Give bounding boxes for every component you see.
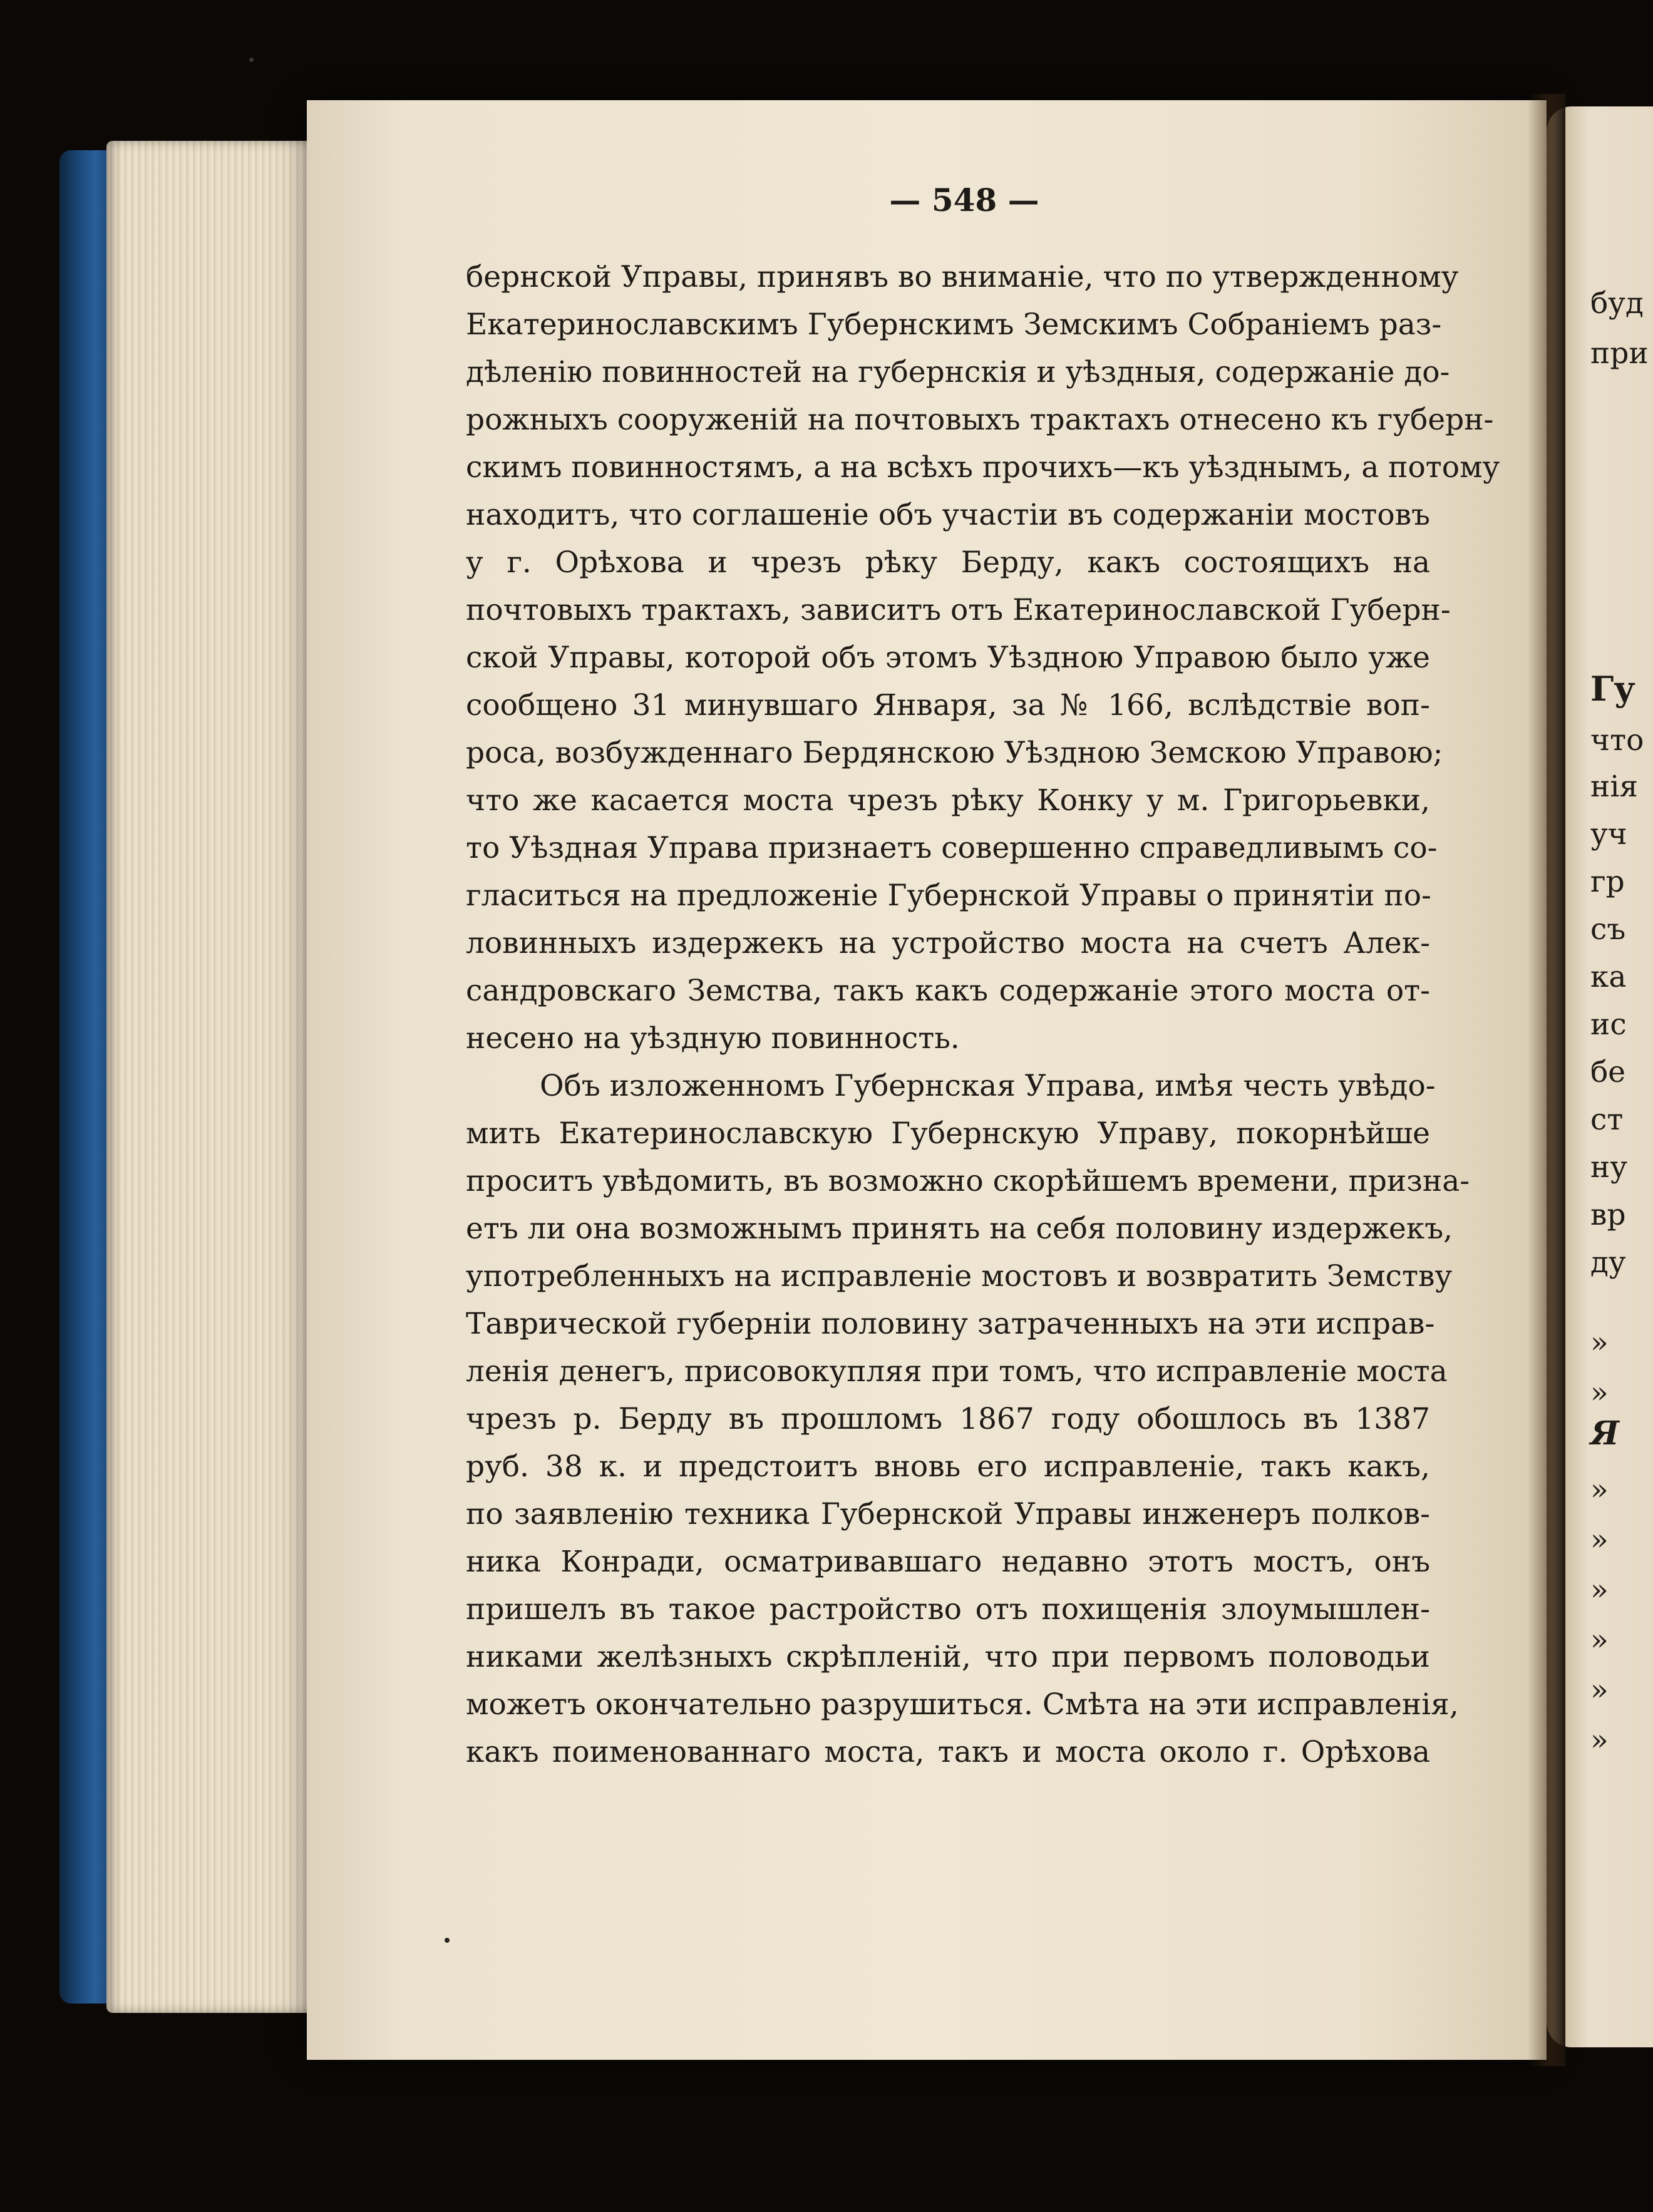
right-text-line: » bbox=[1590, 1723, 1609, 1757]
right-text-line: ду bbox=[1590, 1245, 1626, 1280]
text-line: Объ изложенномъ Губернская Управа, имѣя честь увѣдо- bbox=[540, 1069, 1436, 1103]
text-line: почтовыхъ трактахъ, зависитъ отъ Екатеринославской Губерн- bbox=[466, 593, 1451, 627]
right-text-line: вр bbox=[1590, 1198, 1626, 1232]
right-text-line: Гу bbox=[1590, 669, 1635, 709]
right-text-line: ну bbox=[1590, 1150, 1627, 1185]
text-line: дѣленію повинностей на губернскія и уѣздныя, содержаніе до- bbox=[466, 355, 1450, 389]
text-line: какъ поименованнаго моста, такъ и моста около г. Орѣхова bbox=[466, 1735, 1430, 1769]
right-text-line: ис bbox=[1590, 1007, 1627, 1042]
text-line: рожныхъ сооруженій на почтовыхъ трактахъ отнесено къ губерн- bbox=[466, 403, 1494, 437]
right-text-line: » bbox=[1590, 1523, 1609, 1557]
text-line: Екатеринославскимъ Губернскимъ Земскимъ Собраніемъ раз- bbox=[466, 307, 1442, 342]
text-line: проситъ увѣдомить, въ возможно скорѣйшемъ времени, призна- bbox=[466, 1164, 1470, 1198]
text-line: по заявленію техника Губернской Управы инженеръ полков- bbox=[466, 1497, 1430, 1531]
text-line: то Уѣздная Управа признаетъ совершенно справедливымъ со- bbox=[466, 831, 1438, 865]
text-line: гласиться на предложеніе Губернской Управы о принятіи по- bbox=[466, 878, 1431, 913]
right-text-line: уч bbox=[1590, 817, 1627, 851]
text-line: никами желѣзныхъ скрѣпленій, что при первомъ половодьи bbox=[466, 1640, 1430, 1674]
text-line: етъ ли она возможнымъ принять на себя половину издержекъ, bbox=[466, 1211, 1453, 1246]
right-text-line: съ bbox=[1590, 912, 1626, 947]
text-line: чрезъ р. Берду въ прошломъ 1867 году обошлось въ 1387 bbox=[466, 1402, 1430, 1436]
text-line: что же касается моста чрезъ рѣку Конку у м. Григорьевки, bbox=[466, 783, 1430, 818]
text-line: употребленныхъ на исправленіе мостовъ и возвратить Земству bbox=[466, 1259, 1453, 1294]
right-text-line: » bbox=[1590, 1573, 1609, 1607]
ink-dot bbox=[445, 1938, 450, 1943]
right-text-line: » bbox=[1590, 1473, 1609, 1507]
text-line: ника Конради, осматривавшаго недавно этотъ мостъ, онъ bbox=[466, 1545, 1430, 1579]
text-line: ловинныхъ издержекъ на устройство моста на счетъ Алек- bbox=[466, 926, 1430, 960]
dust-speck bbox=[249, 58, 254, 62]
right-text-line: при bbox=[1590, 336, 1649, 371]
right-text-line: » bbox=[1590, 1376, 1609, 1410]
right-text-line: ка bbox=[1590, 960, 1627, 994]
text-line: сандровскаго Земства, такъ какъ содержаніе этого моста от- bbox=[466, 974, 1430, 1008]
text-line: у г. Орѣхова и чрезъ рѣку Берду, какъ состоящихъ на bbox=[466, 545, 1430, 580]
text-line: роса, возбужденнаго Бердянскою Уѣздною Земскою Управою; bbox=[466, 736, 1443, 770]
text-line: скимъ повинностямъ, а на всѣхъ прочихъ—къ уѣзднымъ, а потому bbox=[466, 450, 1500, 485]
right-text-line: гр bbox=[1590, 865, 1625, 899]
right-text-line: » bbox=[1590, 1623, 1609, 1657]
right-text-line: что bbox=[1590, 723, 1644, 758]
text-line: мить Екатеринославскую Губернскую Управу, покорнѣйше bbox=[466, 1116, 1430, 1151]
page-edges bbox=[106, 141, 319, 2013]
text-line: бернской Управы, принявъ во вниманіе, что по утвержденному bbox=[466, 260, 1459, 294]
right-text-line: бе bbox=[1590, 1055, 1626, 1089]
right-text-line: » bbox=[1590, 1673, 1609, 1707]
book-gutter bbox=[1528, 94, 1565, 2066]
text-line: руб. 38 к. и предстоитъ вновь его исправленіе, такъ какъ, bbox=[466, 1449, 1430, 1484]
text-line: находитъ, что соглашеніе объ участіи въ содержаніи мостовъ bbox=[466, 498, 1430, 532]
right-text-line: » bbox=[1590, 1325, 1609, 1360]
text-line: ской Управы, которой объ этомъ Уѣздною Управою было уже bbox=[466, 640, 1430, 675]
text-line: ленія денегъ, присовокупляя при томъ, что исправленіе моста bbox=[466, 1354, 1448, 1389]
right-text-line: ст bbox=[1590, 1103, 1624, 1137]
text-line: можетъ окончательно разрушиться. Смѣта на эти исправленія, bbox=[466, 1687, 1459, 1722]
text-line: пришелъ въ такое растройство отъ похищенія злоумышлен- bbox=[466, 1592, 1430, 1627]
text-line: несено на уѣздную повинность. bbox=[466, 1021, 960, 1056]
right-text-line: буд bbox=[1590, 286, 1644, 321]
text-line: Таврической губерніи половину затраченныхъ на эти исправ- bbox=[466, 1307, 1435, 1341]
right-text-line: нія bbox=[1590, 769, 1639, 804]
right-text-line: Я bbox=[1590, 1414, 1619, 1453]
text-line: сообщено 31 минувшаго Января, за № 166, вслѣдствіе воп- bbox=[466, 688, 1430, 723]
page-number: — 548 — bbox=[889, 182, 1039, 219]
